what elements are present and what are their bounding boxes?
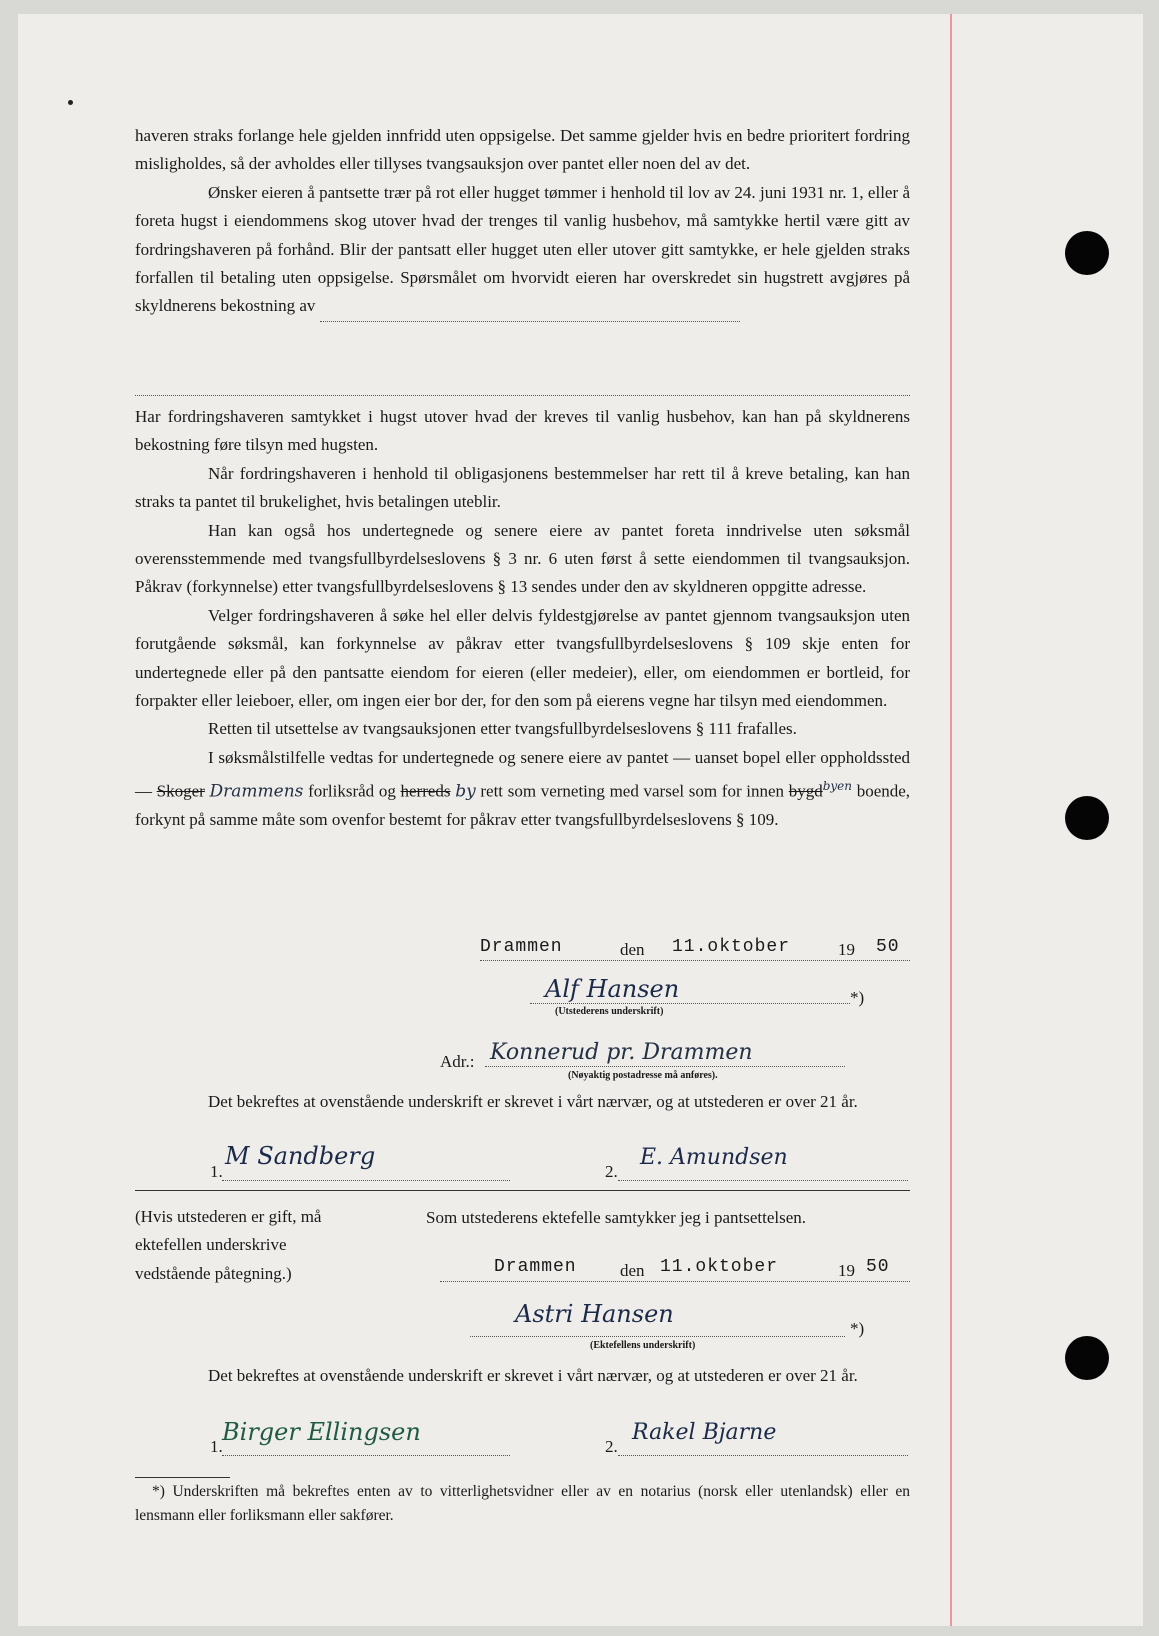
paragraph-enforcement: Han kan også hos undertegnede og senere eiere av pantet foreta inndrivelse uten søksmål overensstemmende med tvangsfullbyrdelseslovens § 3 nr. 6 uten først å sette eiendommen til tvangsauksjon. Påkrav (forkynnelse) etter tvangsfullbyrdelseslovens § 13 sendes under den av skyldneren oppgitte adresse. bbox=[135, 520, 910, 597]
spouse-footnote-mark: *) bbox=[850, 1319, 865, 1338]
spouse-signature-caption: (Ektefellens underskrift) bbox=[590, 1340, 696, 1351]
spouse-signature-line bbox=[470, 1336, 845, 1337]
paragraph-consent-supervision: Har fordringshaveren samtykket i hugst utover hvad der kreves til vanlig husbehov, kan han på skyldnerens bekostning føre tilsyn med hugsten. bbox=[135, 407, 910, 455]
issuer-year-suffix: 50 bbox=[876, 937, 900, 957]
handwritten-drammens: Drammens bbox=[209, 781, 304, 802]
issuer-signature-line bbox=[530, 1003, 850, 1004]
paragraph-timber bbox=[135, 179, 910, 322]
paragraph-timber-text: Ønsker eieren å pantsette trær på rot eller hugget tømmer i henhold til lov av 24. juni 1931 nr. 1, eller å foreta hugst i eiendommens skog utover hvad der trenges til vanlig husbehov, må samtykke hertil være gitt av fordringshaveren på forhånd. Blir der pantsatt eller hugget uten eller utover gitt samtykke, er hele gjelden straks forfallen til betaling uten oppsigelse. Spørsmålet om hvorvidt eieren har overskredet sin hugstrett avgjøres på skyldnerens bekostning av bbox=[135, 182, 910, 316]
dotted-fill bbox=[320, 292, 740, 321]
body-upper bbox=[135, 122, 910, 322]
witness2-statement bbox=[135, 1362, 910, 1390]
issuer-footnote-mark: *) bbox=[850, 988, 865, 1007]
dotted-line bbox=[135, 395, 910, 396]
punch-hole-bottom bbox=[1065, 1336, 1109, 1380]
address-caption: (Nøyaktig postadresse må anføres). bbox=[568, 1070, 718, 1081]
address-value: Konnerud pr. Drammen bbox=[490, 1040, 753, 1065]
issuer-signature: Alf Hansen bbox=[545, 975, 680, 1003]
witness1-line-2 bbox=[618, 1180, 908, 1181]
address-label: Adr.: bbox=[440, 1052, 475, 1071]
section-divider bbox=[135, 1190, 910, 1191]
spouse-date-line bbox=[440, 1281, 910, 1282]
spouse-date: 11.oktober bbox=[660, 1257, 779, 1277]
issuer-date: 11.oktober bbox=[672, 937, 791, 957]
footnote: *) Underskriften må bekreftes enten av to vitterlighetsvidner eller av en notarius (norsk eller utenlandsk) eller en lensmann eller forliksmann eller sakfører. bbox=[135, 1483, 910, 1524]
issuer-date-line bbox=[480, 960, 910, 961]
venue-text-c: rett som verneting med varsel som for innen bbox=[480, 781, 785, 801]
witness2-line-2 bbox=[618, 1455, 908, 1456]
witness2-number-2: 2. bbox=[605, 1437, 618, 1456]
witness2-number-1: 1. bbox=[210, 1437, 223, 1456]
issuer-den-label: den bbox=[620, 940, 645, 959]
spouse-signature: Astri Hansen bbox=[515, 1300, 674, 1328]
red-margin-line bbox=[950, 14, 952, 1626]
spouse-place: Drammen bbox=[494, 1257, 577, 1277]
struck-word-herreds: herreds bbox=[400, 781, 451, 801]
paragraph-venue bbox=[135, 744, 910, 835]
spouse-left-note: (Hvis utstederen er gift, må ektefellen underskrive vedstående påtegning.) bbox=[135, 1207, 322, 1283]
issuer-signature-caption: (Utstederens underskrift) bbox=[555, 1006, 664, 1017]
witness1-text: Det bekreftes at ovenstående underskrift er skrevet i vårt nærvær, og at utstederen er over 21 år. bbox=[208, 1092, 858, 1111]
witness2-line-1 bbox=[222, 1455, 510, 1456]
witness1-signature-2: E. Amundsen bbox=[640, 1145, 788, 1170]
paragraph-postponement: Retten til utsettelse av tvangsauksjonen etter tvangsfullbyrdelseslovens § 111 frafalles. bbox=[208, 719, 797, 739]
witness1-signature-1: M Sandberg bbox=[225, 1142, 376, 1170]
venue-text-b: forliksråd og bbox=[308, 781, 396, 801]
witness2-signature-2: Rakel Bjarne bbox=[632, 1420, 777, 1445]
issuer-year-prefix: 19 bbox=[838, 940, 855, 959]
footnote-rule bbox=[135, 1477, 230, 1478]
punch-hole-middle bbox=[1065, 796, 1109, 840]
spouse-year-prefix: 19 bbox=[838, 1261, 855, 1280]
paragraph-possession: Når fordringshaveren i henhold til obligasjonens bestemmelser har rett til å kreve betaling, kan han straks ta pantet til brukelighet, hvis betalingen uteblir. bbox=[135, 463, 910, 512]
margin-dot bbox=[68, 100, 73, 105]
witness1-statement bbox=[135, 1088, 910, 1116]
handwritten-byen: byen bbox=[822, 779, 853, 794]
punch-hole-top bbox=[1065, 231, 1109, 275]
witness1-number-2: 2. bbox=[605, 1162, 618, 1181]
spouse-year-suffix: 50 bbox=[866, 1257, 890, 1277]
spouse-den-label: den bbox=[620, 1261, 645, 1280]
witness1-number-1: 1. bbox=[210, 1162, 223, 1181]
struck-word-bygd: bygd bbox=[788, 781, 823, 801]
venue-text-a: I søksmålstilfelle vedtas for undertegnede og senere eiere av pantet — uanset bopel eller oppholdssted — bbox=[135, 747, 910, 801]
struck-word-skoger: Skoger bbox=[156, 781, 205, 801]
venue-text-d: boende, forkynt på samme måte som ovenfor bestemt for påkrav etter tvangsfullbyrdelseslovens § 109. bbox=[135, 781, 911, 830]
handwritten-by: by bbox=[455, 781, 476, 802]
witness2-text: Det bekreftes at ovenstående underskrift er skrevet i vårt nærvær, og at utstederen er over 21 år. bbox=[208, 1366, 858, 1385]
witness1-line-1 bbox=[222, 1180, 510, 1181]
address-line bbox=[485, 1066, 845, 1067]
body-lower bbox=[135, 403, 910, 835]
witness2-signature-1: Birger Ellingsen bbox=[222, 1418, 421, 1446]
paragraph-acceleration: haveren straks forlange hele gjelden innfridd uten oppsigelse. Det samme gjelder hvis en bedre prioritert fordring misligholdes, så der avholdes eller tillyses tvangsauksjon over pantet eller noen del av det. bbox=[135, 126, 910, 174]
issuer-place: Drammen bbox=[480, 937, 563, 957]
paragraph-forced-sale: Velger fordringshaveren å søke hel eller delvis fyldestgjørelse av pantet gjennom tvangsauksjon uten forutgående søksmål, kan forkynnelse av påkrav etter tvangsfullbyrdelseslovens § 109 skje enten for undertegnede eller på den pantsatte eiendom for eieren (eller medeier), eller, om eiendommen er bortleid, for forpakter eller leieboer, eller, om ingen eier bor der, for den som på eierens vegne har tilsyn med eiendommen. bbox=[135, 605, 910, 711]
spouse-consent: Som utstederens ektefelle samtykker jeg i pantsettelsen. bbox=[426, 1208, 807, 1227]
